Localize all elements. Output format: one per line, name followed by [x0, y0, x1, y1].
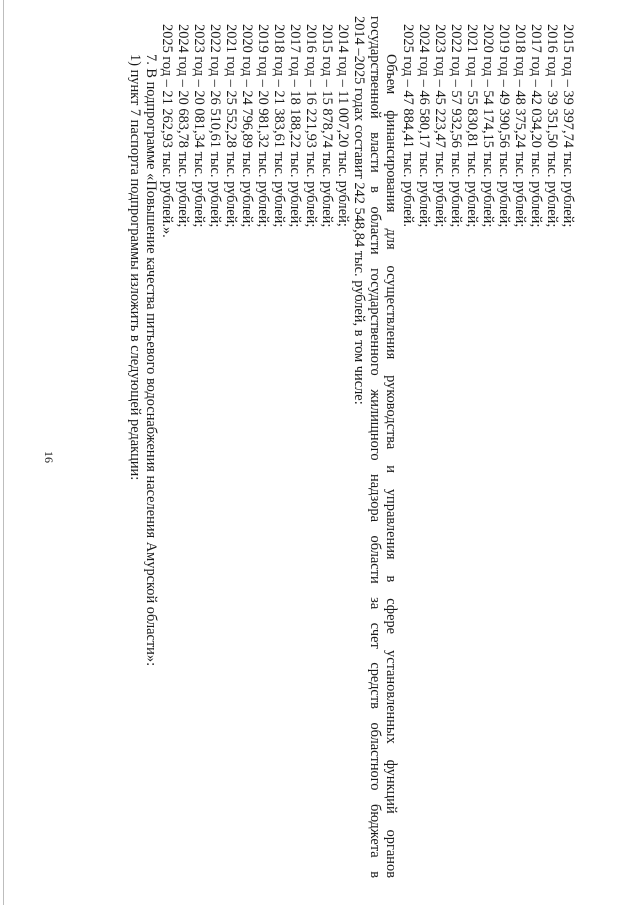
list-item: 2016 год – 39 351,50 тыс. рублей; — [543, 24, 560, 228]
section-item-7-1: 1) пункт 7 паспорта подпрограммы изложить в следующей редакции: — [126, 54, 143, 481]
funding-list-housing-supervision — [159, 16, 352, 878]
list-item: 2020 год – 24 796,89 тыс. рублей; — [239, 24, 256, 228]
paragraph-line: Объем финансирования для осуществления руководства и управления в сфере установленных функций органов — [383, 54, 400, 878]
funding-list-regional — [399, 16, 576, 878]
funding-paragraph — [351, 16, 399, 878]
list-item: 2022 год – 57 932,56 тыс. рублей; — [447, 24, 464, 228]
list-item: 2024 год – 46 580,17 тыс. рублей; — [415, 24, 432, 228]
page-edge-line — [3, 0, 4, 905]
document-body — [98, 16, 576, 878]
list-item: 2019 год – 20 981,32 тыс. рублей; — [255, 24, 272, 228]
list-item: 2025 год – 47 884,41 тыс. рублей. — [399, 24, 416, 227]
paragraph-line: государственной власти в области государственного жилищного надзора области за счет средств областного бюджета в — [367, 16, 384, 878]
list-item: 2014 год – 11 007,20 тыс. рублей; — [335, 24, 352, 227]
paragraph-line: 2014 –2025 годах составит 242 548,84 тыс. рублей, в том числе: — [351, 16, 368, 405]
list-item: 2015 год – 39 397,74 тыс. рублей; — [560, 24, 576, 228]
list-item: 2023 год – 20 081,34 тыс. рублей; — [190, 24, 207, 228]
list-item: 2015 год – 15 878,74 тыс. рублей; — [319, 24, 336, 228]
list-item: 2018 год – 48 375,24 тыс. рублей; — [511, 24, 528, 228]
list-item: 2018 год – 21 383,61 тыс. рублей; — [271, 24, 288, 228]
list-item: 2021 год – 55 830,81 тыс. рублей; — [463, 24, 480, 228]
list-item: 2016 год – 16 221,93 тыс. рублей; — [303, 24, 320, 228]
page-number: 16 — [42, 451, 56, 463]
list-item: 2019 год – 49 390,56 тыс. рублей; — [495, 24, 512, 228]
list-item: 2024 год – 20 683,78 тыс. рублей; — [174, 24, 191, 228]
list-item: 2022 год – 26 510,61 тыс. рублей; — [206, 24, 223, 228]
section-item-7: 7. В подпрограмме «Повышение качества питьевого водоснабжения населения Амурской области»: — [142, 54, 159, 667]
list-item: 2025 год – 21 262,93 тыс. рублей.». — [158, 24, 175, 238]
list-item: 2023 год – 45 223,47 тыс. рублей; — [431, 24, 448, 228]
list-item: 2020 год – 54 174,15 тыс. рублей; — [479, 24, 496, 228]
list-item: 2017 год – 18 188,22 тыс. рублей; — [287, 24, 304, 228]
list-item: 2021 год – 25 552,28 тыс. рублей; — [223, 24, 240, 228]
list-item: 2017 год – 42 034,20 тыс. рублей; — [527, 24, 544, 228]
